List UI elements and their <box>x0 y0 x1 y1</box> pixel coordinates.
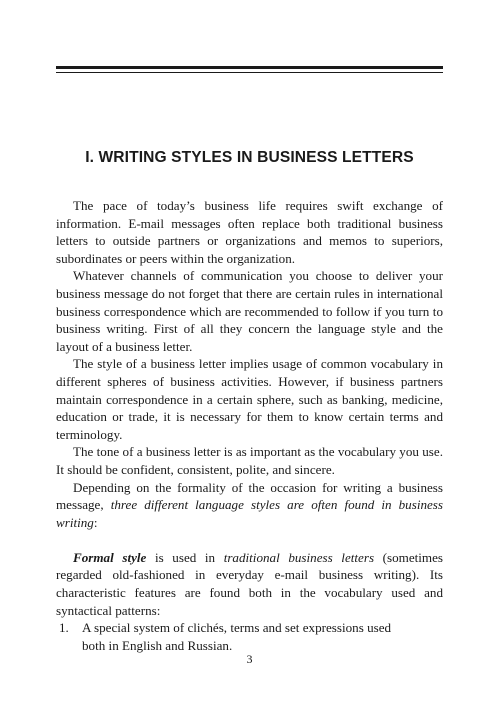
paragraph-1: The pace of today’s business life requires swift exchange of information. E-mail messages often replace both traditional business letters to outside partners or organizations and memos to superiors, subordinates or peers within the organization. <box>56 198 443 266</box>
list-item-number: 1. <box>59 620 69 636</box>
term-formal-style: Formal style <box>73 549 147 565</box>
list-item-text <box>76 619 443 654</box>
paragraph-5 <box>56 479 443 532</box>
list-item-line-1: A special system of clichés, terms and set expressions used <box>82 620 392 636</box>
paragraph-6 <box>56 549 443 619</box>
paragraph-6-part-a: is used in <box>146 549 224 565</box>
paragraph-2: Whatever channels of communication you choose to deliver your business message do not forget that there are certain rules in international business correspondence which are recommended to follow if you turn to business writing. First of all they concern the language style and the layout of a business letter. <box>56 268 443 354</box>
list-item-line-2: both in English and Russian. <box>82 637 233 653</box>
paragraph-5-emphasis: three different language styles are often found in business writing <box>56 497 444 530</box>
page-number: 3 <box>246 652 253 666</box>
body-text <box>56 197 443 654</box>
header-rule-thick <box>56 66 443 69</box>
paragraph-6-part-b: (sometimes regarded old-fashioned in everyday e-mail business writing). Its characteristic features are found both in the vocabulary used and syntactical patterns: <box>56 549 444 618</box>
paragraph-3: The style of a business letter implies usage of common vocabulary in different spheres of business activities. However, if business partners maintain correspondence in a certain sphere, such as banking, medicine, education or trade, it is necessary for them to know certain terms and terminology. <box>56 356 443 442</box>
chapter-title: I. WRITING STYLES IN BUSINESS LETTERS <box>85 149 414 166</box>
list-item <box>56 619 443 654</box>
paragraph-6-emphasis: traditional business letters <box>223 549 375 565</box>
paragraph-5-end: : <box>93 514 98 530</box>
paragraph-4: The tone of a business letter is as important as the vocabulary you use. It should be confident, consistent, polite, and sincere. <box>56 444 443 477</box>
paragraph-5-lead: Depending on the formality of the occasion for writing a business message, <box>56 479 443 513</box>
header-rule-thin <box>56 72 443 73</box>
